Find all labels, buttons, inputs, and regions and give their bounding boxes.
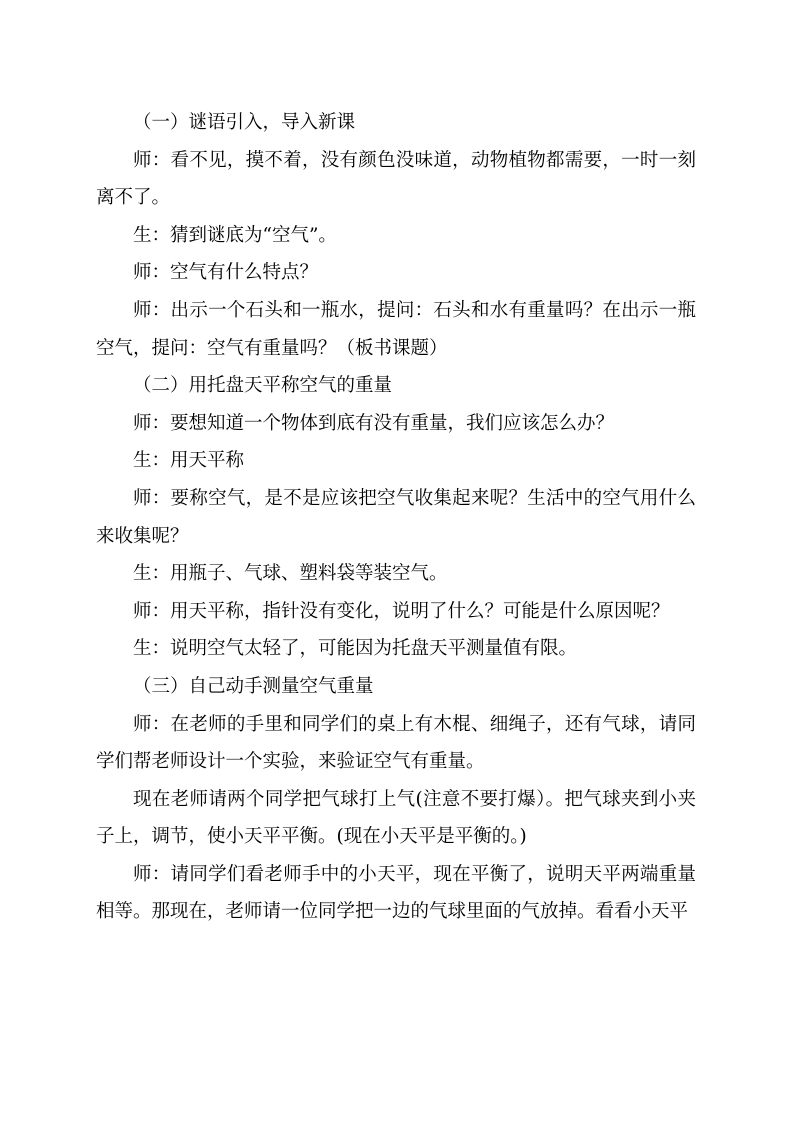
paragraph: 生：用天平称	[133, 450, 245, 472]
section-heading-2: （二）用托盘天平称空气的重量	[133, 375, 393, 397]
section-heading-1: （一）谜语引入，导入新课	[133, 112, 356, 133]
paragraph: 师：在老师的手里和同学们的桌上有木棍、细绳子，还有气球，请同学们帮老师设计一个实验，来验证空气有重量。	[96, 713, 696, 773]
paragraph: 生：说明空气太轻了，可能因为托盘天平测量值有限。	[133, 638, 578, 660]
section-heading-3: （三）自己动手测量空气重量	[133, 675, 374, 697]
paragraph: 现在老师请两个同学把气球打上气(注意不要打爆）。把气球夹到小夹子上，调节，使小天平平衡。(现在小天平是平衡的。)	[96, 788, 696, 848]
paragraph: 生：用瓶子、气球、塑料袋等装空气。	[133, 563, 448, 585]
paragraph: 师：出示一个石头和一瓶水，提问：石头和水有重量吗？在出示一瓶空气，提问：空气有重量吗？（板书课题）	[96, 299, 696, 359]
paragraph: 师：用天平称，指针没有变化，说明了什么？可能是什么原因呢？	[133, 600, 670, 622]
paragraph: 生：猜到谜底为“空气”。	[133, 224, 337, 246]
paragraph: 师：请同学们看老师手中的小天平，现在平衡了，说明天平两端重量相等。那现在，老师请一位同学把一边的气球里面的气放掉。看看小天平	[96, 863, 696, 923]
paragraph: 师：要称空气，是不是应该把空气收集起来呢？生活中的空气用什么来收集呢？	[96, 487, 696, 547]
document-body	[96, 104, 696, 931]
paragraph: 师：空气有什么特点？	[133, 262, 319, 284]
paragraph: 师：看不见，摸不着，没有颜色没味道，动物植物都需要，一时一刻离不了。	[96, 149, 696, 209]
paragraph: 师：要想知道一个物体到底有没有重量，我们应该怎么办？	[133, 412, 615, 434]
